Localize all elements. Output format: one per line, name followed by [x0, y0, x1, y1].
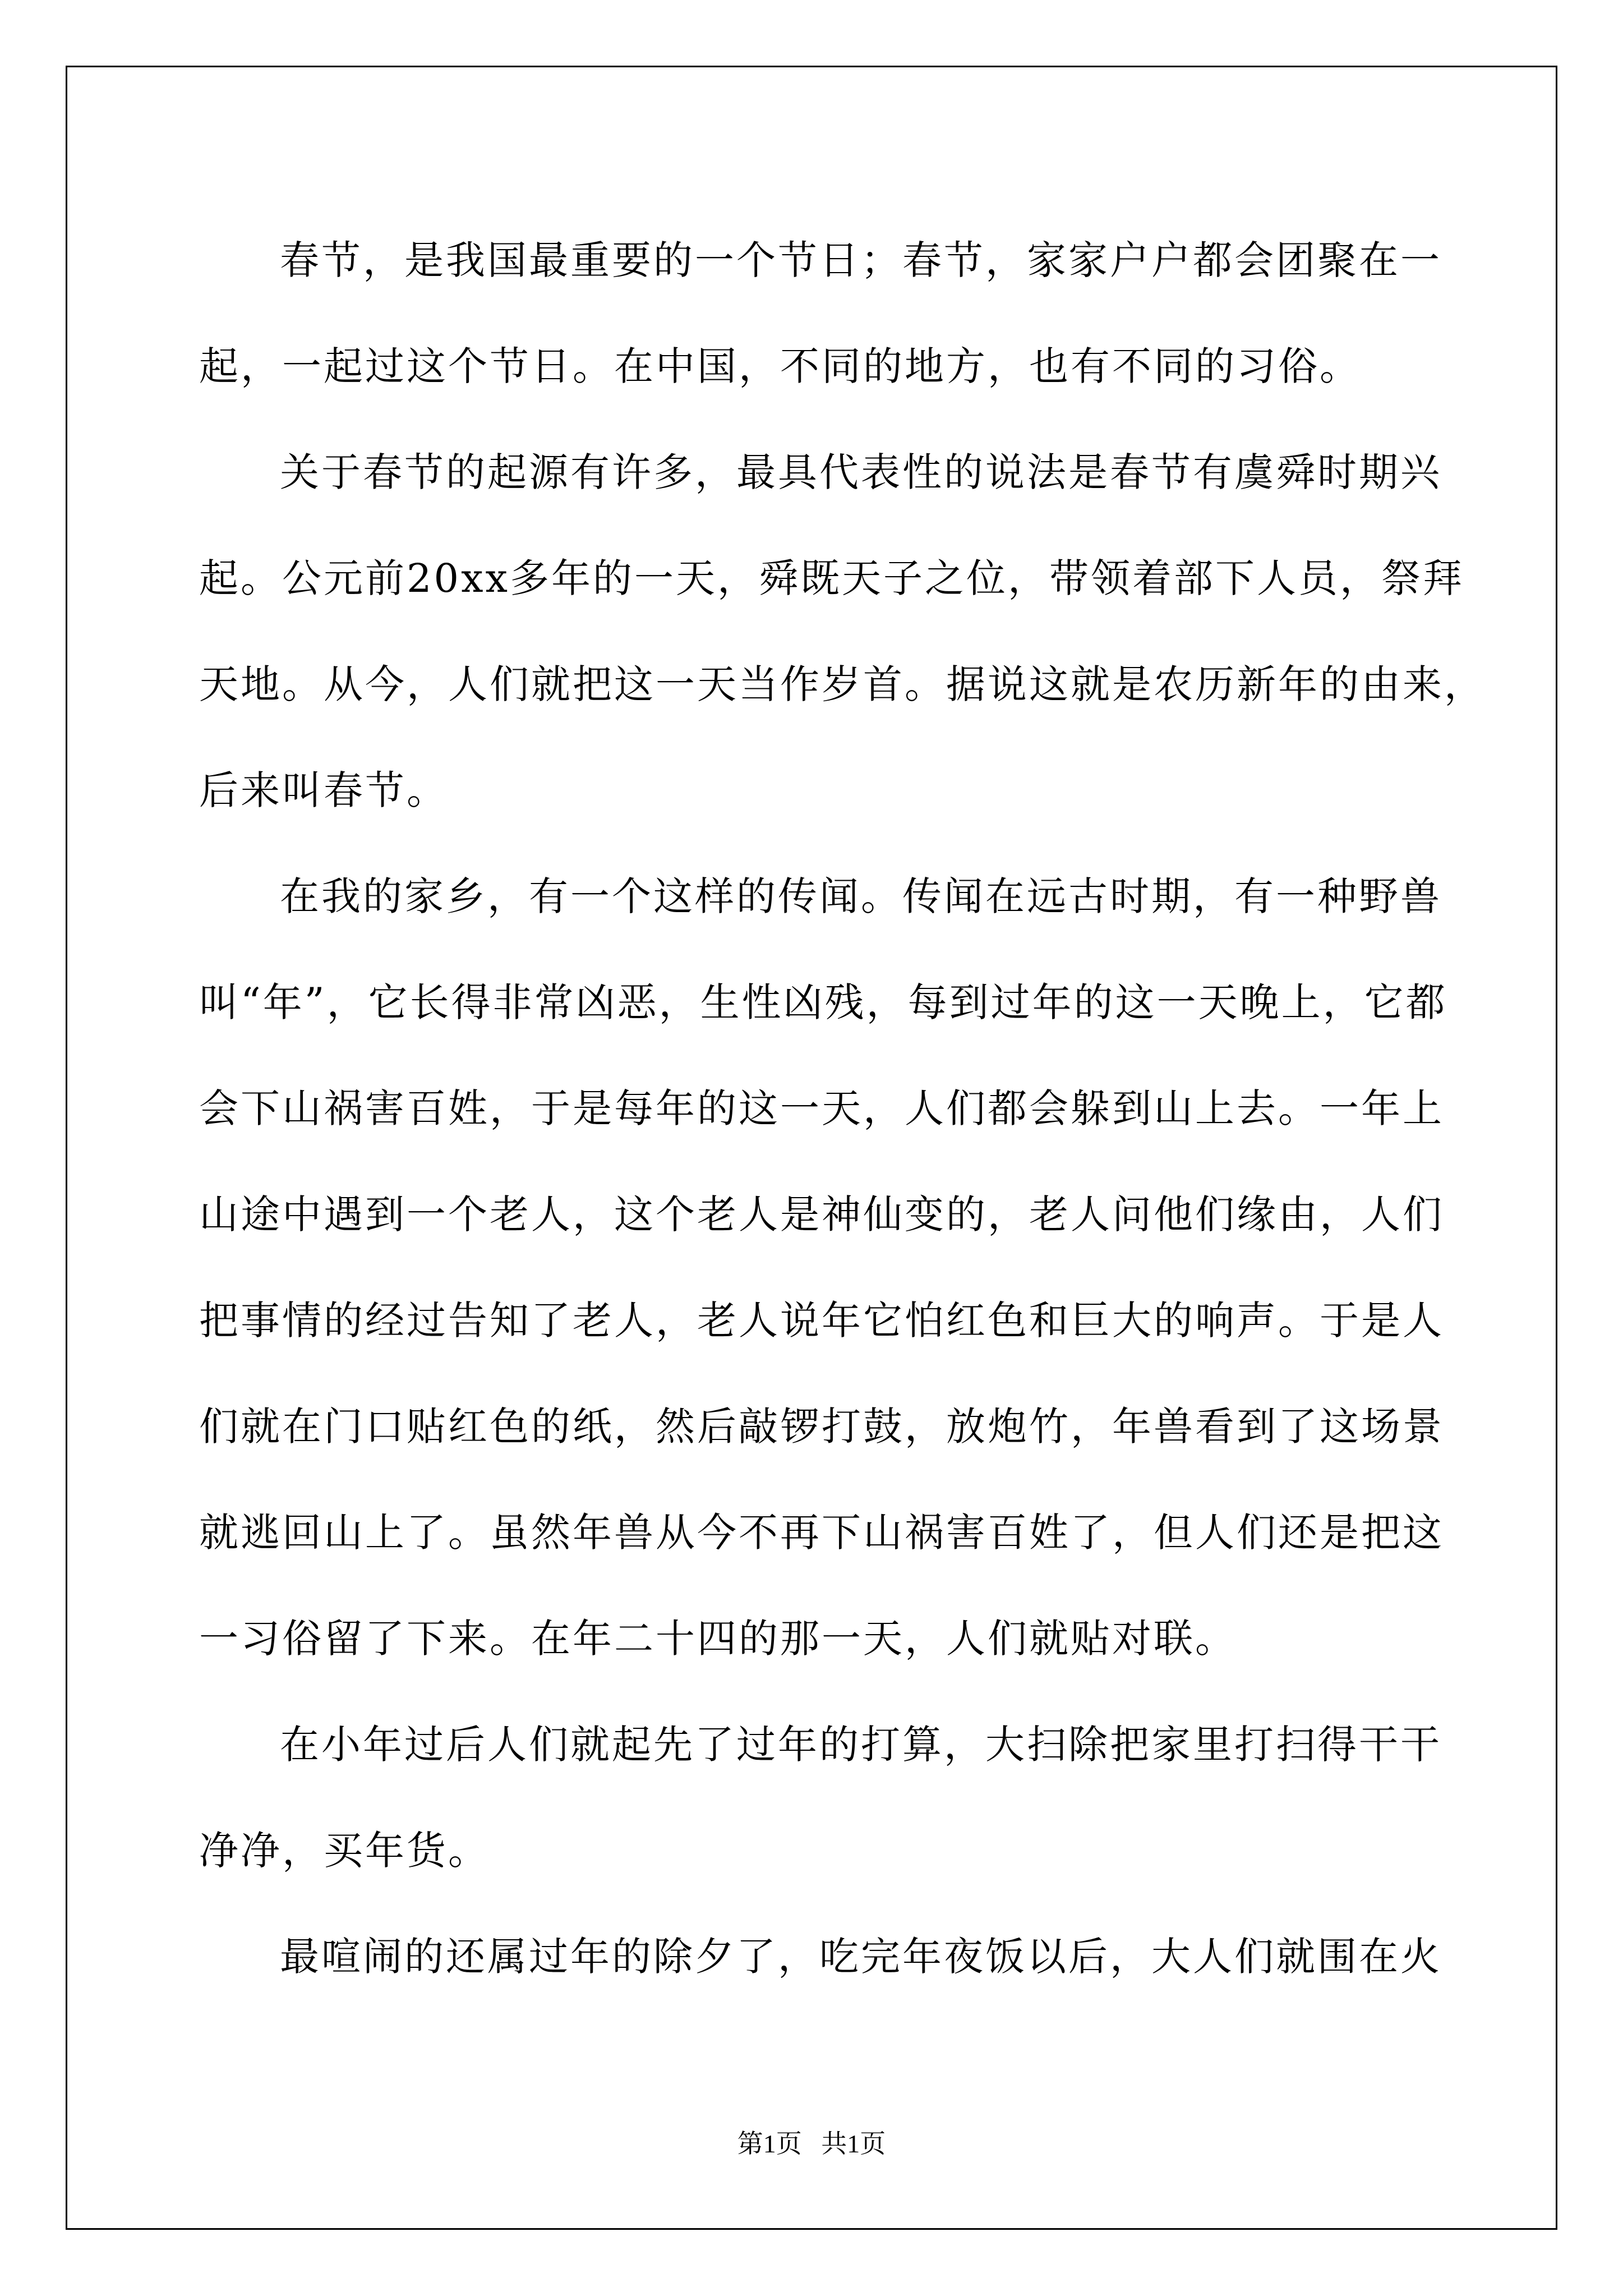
- text-line: 春节，是我国最重要的一个节日；春节，家家户户都会团聚在一: [280, 237, 1442, 283]
- text-line: 净净，买年货。: [199, 1828, 490, 1874]
- text-line: 天地。从今，人们就把这一天当作岁首。据说这就是农历新年的由来，: [199, 661, 1486, 707]
- text-line: 山途中遇到一个老人，这个老人是神仙变的，老人问他们缘由，人们: [199, 1191, 1444, 1237]
- text-line: 一习俗留了下来。在年二十四的那一天，人们就贴对联。: [199, 1616, 1237, 1662]
- page-footer: 第1页 共1页: [737, 2129, 886, 2158]
- text-line: 后来叫春节。: [199, 767, 448, 813]
- text-line: 在我的家乡，有一个这样的传闻。传闻在远古时期，有一种野兽: [280, 873, 1442, 919]
- text-line: 起，一起过这个节日。在中国，不同的地方，也有不同的习俗。: [199, 343, 1361, 389]
- text-line: 会下山祸害百姓，于是每年的这一天，人们都会躲到山上去。一年上: [199, 1085, 1444, 1131]
- text-line: 在小年过后人们就起先了过年的打算，大扫除把家里打扫得干干: [280, 1722, 1442, 1768]
- text-line: 叫“年”，它长得非常凶恶，生性凶残，每到过年的这一天晚上，它都: [199, 979, 1447, 1025]
- text-line: 们就在门口贴红色的纸，然后敲锣打鼓，放炮竹，年兽看到了这场景: [199, 1404, 1444, 1450]
- text-line: 把事情的经过告知了老人，老人说年它怕红色和巨大的响声。于是人: [199, 1297, 1444, 1343]
- document-body: [199, 208, 1486, 2010]
- text-line: 关于春节的起源有许多，最具代表性的说法是春节有虞舜时期兴: [280, 449, 1442, 495]
- text-line: 就逃回山上了。虽然年兽从今不再下山祸害百姓了，但人们还是把这: [199, 1510, 1444, 1556]
- text-line: 最喧闹的还属过年的除夕了，吃完年夜饭以后，大人们就围在火: [280, 1934, 1442, 1980]
- text-line: 起。公元前20xx多年的一天，舜既天子之位，带领着部下人员，祭拜: [199, 555, 1465, 601]
